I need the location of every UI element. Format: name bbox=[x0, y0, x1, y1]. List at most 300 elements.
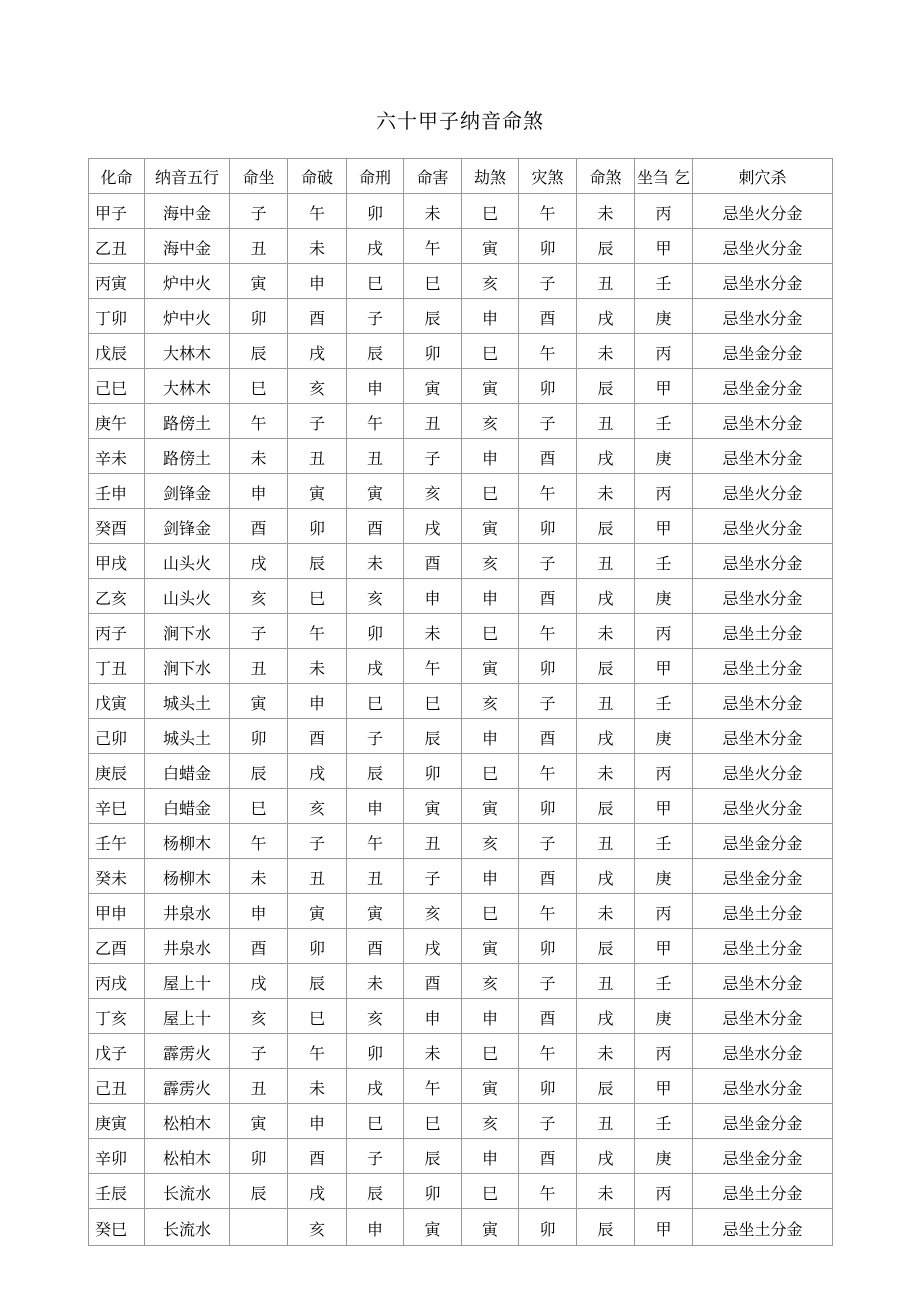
column-header: 命坐 bbox=[230, 159, 288, 194]
table-cell: 午 bbox=[347, 404, 404, 439]
table-cell: 巳 bbox=[462, 1174, 519, 1209]
table-cell: 卯 bbox=[404, 1174, 462, 1209]
table-row bbox=[89, 1034, 833, 1069]
table-cell: 己丑 bbox=[89, 1069, 145, 1104]
table-cell: 丙寅 bbox=[89, 264, 145, 299]
table-cell: 屋上十 bbox=[145, 964, 230, 999]
table-cell: 申 bbox=[347, 1209, 404, 1246]
table-cell: 寅 bbox=[404, 789, 462, 824]
column-header: 命害 bbox=[404, 159, 462, 194]
table-cell: 巳 bbox=[288, 579, 347, 614]
table-cell: 酉 bbox=[519, 579, 577, 614]
table-cell: 涧下水 bbox=[145, 614, 230, 649]
table-cell: 丙 bbox=[635, 614, 693, 649]
table-cell: 戌 bbox=[577, 859, 635, 894]
table-cell: 乙丑 bbox=[89, 229, 145, 264]
table-cell: 忌坐火分金 bbox=[693, 194, 833, 229]
table-cell: 子 bbox=[519, 824, 577, 859]
table-cell: 丑 bbox=[577, 684, 635, 719]
table-cell: 大林木 bbox=[145, 334, 230, 369]
table-row bbox=[89, 194, 833, 229]
table-cell: 子 bbox=[230, 194, 288, 229]
table-cell: 巳 bbox=[347, 684, 404, 719]
table-row bbox=[89, 1139, 833, 1174]
column-header: 刺穴杀 bbox=[693, 159, 833, 194]
table-cell: 寅 bbox=[462, 509, 519, 544]
table-row bbox=[89, 299, 833, 334]
table-cell: 丑 bbox=[577, 964, 635, 999]
table-cell: 戊子 bbox=[89, 1034, 145, 1069]
column-header: 化命 bbox=[89, 159, 145, 194]
table-cell: 子 bbox=[519, 964, 577, 999]
table-cell: 剑锋金 bbox=[145, 474, 230, 509]
table-body bbox=[89, 194, 833, 1246]
table-cell: 申 bbox=[288, 1104, 347, 1139]
table-cell: 炉中火 bbox=[145, 299, 230, 334]
table-cell: 寅 bbox=[462, 1069, 519, 1104]
table-cell: 甲申 bbox=[89, 894, 145, 929]
table-cell: 忌坐水分金 bbox=[693, 264, 833, 299]
table-row bbox=[89, 229, 833, 264]
table-cell: 丑 bbox=[230, 649, 288, 684]
table-cell: 戌 bbox=[347, 649, 404, 684]
table-cell: 未 bbox=[577, 194, 635, 229]
table-row bbox=[89, 369, 833, 404]
table-cell: 寅 bbox=[230, 264, 288, 299]
table-cell: 未 bbox=[577, 474, 635, 509]
table-cell: 卯 bbox=[230, 299, 288, 334]
table-cell: 辰 bbox=[577, 929, 635, 964]
table-row bbox=[89, 754, 833, 789]
table-cell: 未 bbox=[404, 614, 462, 649]
table-cell: 己卯 bbox=[89, 719, 145, 754]
table-cell: 子 bbox=[519, 404, 577, 439]
table-cell: 寅 bbox=[404, 369, 462, 404]
table-cell: 巳 bbox=[288, 999, 347, 1034]
table-cell: 辰 bbox=[577, 1209, 635, 1246]
table-cell: 申 bbox=[462, 719, 519, 754]
table-cell: 未 bbox=[577, 1174, 635, 1209]
table-cell: 丙 bbox=[635, 1034, 693, 1069]
table-cell: 忌坐木分金 bbox=[693, 999, 833, 1034]
table-cell: 忌坐土分金 bbox=[693, 614, 833, 649]
table-cell: 城头土 bbox=[145, 684, 230, 719]
table-row bbox=[89, 579, 833, 614]
table-cell: 壬午 bbox=[89, 824, 145, 859]
table-cell: 午 bbox=[519, 894, 577, 929]
table-row bbox=[89, 719, 833, 754]
table-cell: 庚 bbox=[635, 859, 693, 894]
table-cell: 未 bbox=[577, 614, 635, 649]
table-cell: 亥 bbox=[462, 544, 519, 579]
table-cell: 申 bbox=[462, 1139, 519, 1174]
table-cell: 乙酉 bbox=[89, 929, 145, 964]
table-cell: 忌坐木分金 bbox=[693, 964, 833, 999]
table-cell: 甲 bbox=[635, 649, 693, 684]
table-cell: 申 bbox=[462, 579, 519, 614]
table-cell: 炉中火 bbox=[145, 264, 230, 299]
column-header: 劫煞 bbox=[462, 159, 519, 194]
table-cell: 忌坐金分金 bbox=[693, 824, 833, 859]
table-row bbox=[89, 334, 833, 369]
table-row bbox=[89, 544, 833, 579]
table-cell: 酉 bbox=[519, 439, 577, 474]
table-cell: 酉 bbox=[288, 719, 347, 754]
table-row bbox=[89, 1069, 833, 1104]
table-cell: 乙亥 bbox=[89, 579, 145, 614]
table-cell: 壬 bbox=[635, 404, 693, 439]
table-cell: 亥 bbox=[288, 369, 347, 404]
table-cell: 壬 bbox=[635, 824, 693, 859]
table-cell: 午 bbox=[230, 404, 288, 439]
table-cell: 辰 bbox=[288, 544, 347, 579]
table-cell: 忌坐火分金 bbox=[693, 789, 833, 824]
table-cell: 庚 bbox=[635, 299, 693, 334]
table-cell: 亥 bbox=[462, 824, 519, 859]
table-cell: 未 bbox=[404, 194, 462, 229]
table-cell: 辰 bbox=[347, 334, 404, 369]
table-cell: 亥 bbox=[230, 999, 288, 1034]
table-cell: 壬 bbox=[635, 964, 693, 999]
table-cell: 卯 bbox=[519, 369, 577, 404]
table-cell: 亥 bbox=[462, 264, 519, 299]
table-cell: 亥 bbox=[462, 684, 519, 719]
table-row bbox=[89, 1104, 833, 1139]
table-cell: 忌坐木分金 bbox=[693, 719, 833, 754]
table-row bbox=[89, 894, 833, 929]
table-cell: 寅 bbox=[462, 649, 519, 684]
table-cell: 寅 bbox=[404, 1209, 462, 1246]
table-cell: 辰 bbox=[577, 789, 635, 824]
table-cell: 午 bbox=[519, 1174, 577, 1209]
table-cell: 丑 bbox=[347, 859, 404, 894]
table-cell: 午 bbox=[288, 1034, 347, 1069]
table-cell: 亥 bbox=[462, 964, 519, 999]
table-cell: 酉 bbox=[288, 299, 347, 334]
table-cell: 辰 bbox=[577, 649, 635, 684]
table-cell: 忌坐火分金 bbox=[693, 474, 833, 509]
table-cell: 申 bbox=[347, 789, 404, 824]
table-cell: 酉 bbox=[519, 999, 577, 1034]
table-cell: 辰 bbox=[577, 1069, 635, 1104]
table-cell: 寅 bbox=[347, 474, 404, 509]
table-cell: 未 bbox=[230, 859, 288, 894]
table-cell: 申 bbox=[230, 474, 288, 509]
table-cell: 子 bbox=[347, 719, 404, 754]
table-cell: 子 bbox=[519, 544, 577, 579]
table-cell: 申 bbox=[404, 579, 462, 614]
table-cell: 白蜡金 bbox=[145, 754, 230, 789]
table-cell: 寅 bbox=[230, 684, 288, 719]
table-cell: 辰 bbox=[347, 1174, 404, 1209]
table-cell: 子 bbox=[519, 684, 577, 719]
table-cell: 辛巳 bbox=[89, 789, 145, 824]
table-cell: 戌 bbox=[577, 579, 635, 614]
table-cell: 路傍土 bbox=[145, 439, 230, 474]
table-cell: 午 bbox=[519, 1034, 577, 1069]
table-cell: 庚寅 bbox=[89, 1104, 145, 1139]
table-row bbox=[89, 999, 833, 1034]
column-header: 命煞 bbox=[577, 159, 635, 194]
table-cell: 卯 bbox=[404, 754, 462, 789]
table-cell: 酉 bbox=[230, 929, 288, 964]
table-cell: 酉 bbox=[288, 1139, 347, 1174]
table-cell: 戌 bbox=[288, 1174, 347, 1209]
column-header: 命破 bbox=[288, 159, 347, 194]
table-cell: 子 bbox=[230, 614, 288, 649]
table-cell: 卯 bbox=[519, 789, 577, 824]
table-cell: 午 bbox=[288, 194, 347, 229]
table-cell: 辰 bbox=[230, 334, 288, 369]
header-row bbox=[89, 159, 833, 194]
table-cell: 戌 bbox=[404, 509, 462, 544]
table-cell: 丙戌 bbox=[89, 964, 145, 999]
table-cell: 忌坐土分金 bbox=[693, 894, 833, 929]
table-cell: 戌 bbox=[577, 439, 635, 474]
table-cell: 大林木 bbox=[145, 369, 230, 404]
table-cell: 卯 bbox=[347, 1034, 404, 1069]
table-cell: 丙 bbox=[635, 894, 693, 929]
table-cell: 甲 bbox=[635, 369, 693, 404]
table-cell: 丙 bbox=[635, 334, 693, 369]
table-cell: 卯 bbox=[288, 509, 347, 544]
table-cell: 剑锋金 bbox=[145, 509, 230, 544]
table-cell: 己巳 bbox=[89, 369, 145, 404]
table-cell: 子 bbox=[519, 1104, 577, 1139]
table-cell: 丙 bbox=[635, 1174, 693, 1209]
table-cell: 巳 bbox=[347, 264, 404, 299]
table-cell: 霹雳火 bbox=[145, 1069, 230, 1104]
table-cell: 城头土 bbox=[145, 719, 230, 754]
table-cell: 酉 bbox=[404, 544, 462, 579]
column-header: 灾煞 bbox=[519, 159, 577, 194]
table-cell: 申 bbox=[404, 999, 462, 1034]
table-cell: 申 bbox=[462, 999, 519, 1034]
table-cell: 丙子 bbox=[89, 614, 145, 649]
table-cell: 卯 bbox=[230, 1139, 288, 1174]
table-cell: 申 bbox=[288, 264, 347, 299]
table-cell: 酉 bbox=[230, 509, 288, 544]
table-row bbox=[89, 474, 833, 509]
table-cell: 酉 bbox=[519, 719, 577, 754]
table-cell: 庚 bbox=[635, 1139, 693, 1174]
table-cell: 辰 bbox=[404, 719, 462, 754]
table-cell: 庚 bbox=[635, 999, 693, 1034]
table-cell: 卯 bbox=[519, 509, 577, 544]
table-cell: 辰 bbox=[577, 509, 635, 544]
table-cell: 戌 bbox=[577, 299, 635, 334]
table-cell: 忌坐水分金 bbox=[693, 544, 833, 579]
table-cell: 酉 bbox=[404, 964, 462, 999]
table-row bbox=[89, 404, 833, 439]
table-cell: 忌坐土分金 bbox=[693, 929, 833, 964]
table-cell: 忌坐金分金 bbox=[693, 334, 833, 369]
table-cell: 丑 bbox=[577, 404, 635, 439]
table-cell: 忌坐金分金 bbox=[693, 369, 833, 404]
table-cell: 午 bbox=[288, 614, 347, 649]
table-row bbox=[89, 684, 833, 719]
table-cell: 巳 bbox=[462, 334, 519, 369]
table-cell: 戌 bbox=[577, 719, 635, 754]
table-cell: 戊辰 bbox=[89, 334, 145, 369]
table-cell: 丁亥 bbox=[89, 999, 145, 1034]
table-cell: 未 bbox=[577, 1034, 635, 1069]
table-cell: 壬 bbox=[635, 684, 693, 719]
table-cell: 忌坐土分金 bbox=[693, 1174, 833, 1209]
table-row bbox=[89, 1209, 833, 1246]
table-cell: 丑 bbox=[577, 264, 635, 299]
table-cell: 卯 bbox=[519, 929, 577, 964]
table-cell: 丙 bbox=[635, 474, 693, 509]
table-cell: 忌坐火分金 bbox=[693, 754, 833, 789]
table-cell: 戌 bbox=[347, 1069, 404, 1104]
table-cell: 亥 bbox=[462, 404, 519, 439]
table-cell: 子 bbox=[288, 824, 347, 859]
table-row bbox=[89, 824, 833, 859]
table-cell: 未 bbox=[288, 1069, 347, 1104]
table-cell: 甲 bbox=[635, 1209, 693, 1246]
table-cell: 山头火 bbox=[145, 544, 230, 579]
table-cell: 巳 bbox=[230, 369, 288, 404]
table-row bbox=[89, 509, 833, 544]
table-cell: 松柏木 bbox=[145, 1104, 230, 1139]
table-cell: 戌 bbox=[288, 754, 347, 789]
table-cell: 辰 bbox=[577, 229, 635, 264]
table-cell: 丁丑 bbox=[89, 649, 145, 684]
table-cell: 午 bbox=[230, 824, 288, 859]
table-cell: 霹雳火 bbox=[145, 1034, 230, 1069]
table-cell: 子 bbox=[404, 439, 462, 474]
table-cell: 甲子 bbox=[89, 194, 145, 229]
table-cell: 忌坐金分金 bbox=[693, 859, 833, 894]
table-cell: 忌坐火分金 bbox=[693, 229, 833, 264]
table-cell: 巳 bbox=[462, 194, 519, 229]
table-cell: 巳 bbox=[404, 1104, 462, 1139]
table-cell: 子 bbox=[230, 1034, 288, 1069]
table-cell: 寅 bbox=[347, 894, 404, 929]
table-row bbox=[89, 789, 833, 824]
table-cell: 午 bbox=[347, 824, 404, 859]
table-cell: 海中金 bbox=[145, 194, 230, 229]
table-cell: 亥 bbox=[462, 1104, 519, 1139]
page-title: 六十甲子纳音命煞 bbox=[376, 109, 544, 133]
table-cell: 戊寅 bbox=[89, 684, 145, 719]
table-cell: 杨柳木 bbox=[145, 859, 230, 894]
table-cell: 忌坐水分金 bbox=[693, 1069, 833, 1104]
table-cell: 甲戌 bbox=[89, 544, 145, 579]
table-cell: 辰 bbox=[404, 1139, 462, 1174]
table-cell: 庚辰 bbox=[89, 754, 145, 789]
table-cell: 长流水 bbox=[145, 1174, 230, 1209]
table-cell: 丑 bbox=[404, 824, 462, 859]
table-cell: 忌坐土分金 bbox=[693, 1209, 833, 1246]
table-cell: 戌 bbox=[347, 229, 404, 264]
column-header: 纳音五行 bbox=[145, 159, 230, 194]
table-cell: 午 bbox=[519, 614, 577, 649]
table-cell: 辛卯 bbox=[89, 1139, 145, 1174]
table-cell: 丑 bbox=[577, 1104, 635, 1139]
table-cell: 戌 bbox=[288, 334, 347, 369]
table-cell: 庚 bbox=[635, 439, 693, 474]
table-cell: 忌坐金分金 bbox=[693, 1104, 833, 1139]
table-cell: 甲 bbox=[635, 929, 693, 964]
table-cell: 寅 bbox=[462, 929, 519, 964]
table-cell: 卯 bbox=[347, 194, 404, 229]
table-row bbox=[89, 649, 833, 684]
table-cell: 巳 bbox=[230, 789, 288, 824]
table-cell: 寅 bbox=[462, 1209, 519, 1246]
table-cell: 壬 bbox=[635, 1104, 693, 1139]
table-cell: 寅 bbox=[288, 894, 347, 929]
table-cell: 未 bbox=[288, 229, 347, 264]
table-cell: 忌坐土分金 bbox=[693, 649, 833, 684]
table-cell: 午 bbox=[519, 194, 577, 229]
table-cell: 忌坐火分金 bbox=[693, 509, 833, 544]
table-cell: 辰 bbox=[288, 964, 347, 999]
table-cell: 未 bbox=[347, 544, 404, 579]
table-cell: 申 bbox=[462, 859, 519, 894]
table-cell: 甲 bbox=[635, 229, 693, 264]
table-cell: 酉 bbox=[519, 1139, 577, 1174]
table-cell: 申 bbox=[462, 299, 519, 334]
table-cell: 辰 bbox=[404, 299, 462, 334]
table-cell: 寅 bbox=[288, 474, 347, 509]
table-cell: 亥 bbox=[404, 894, 462, 929]
table-cell: 丙 bbox=[635, 754, 693, 789]
table-cell: 庚午 bbox=[89, 404, 145, 439]
table-cell: 丑 bbox=[288, 439, 347, 474]
table-cell: 酉 bbox=[519, 299, 577, 334]
table-row bbox=[89, 264, 833, 299]
table-cell: 杨柳木 bbox=[145, 824, 230, 859]
table-cell: 井泉水 bbox=[145, 894, 230, 929]
table-cell: 亥 bbox=[288, 789, 347, 824]
table-cell: 丁卯 bbox=[89, 299, 145, 334]
table-cell: 癸酉 bbox=[89, 509, 145, 544]
table-cell: 屋上十 bbox=[145, 999, 230, 1034]
table-cell: 丑 bbox=[230, 229, 288, 264]
table-cell: 辰 bbox=[230, 1174, 288, 1209]
table-cell: 巳 bbox=[462, 754, 519, 789]
table-cell: 忌坐水分金 bbox=[693, 1034, 833, 1069]
table-cell: 丑 bbox=[230, 1069, 288, 1104]
table-cell: 未 bbox=[577, 894, 635, 929]
column-header: 坐刍 乞 bbox=[635, 159, 693, 194]
table-row bbox=[89, 614, 833, 649]
table-cell: 壬辰 bbox=[89, 1174, 145, 1209]
table-cell: 海中金 bbox=[145, 229, 230, 264]
table-cell: 忌坐木分金 bbox=[693, 439, 833, 474]
table-cell: 戌 bbox=[404, 929, 462, 964]
table-cell: 寅 bbox=[230, 1104, 288, 1139]
table-cell: 未 bbox=[577, 754, 635, 789]
table-cell: 庚 bbox=[635, 719, 693, 754]
table-cell: 卯 bbox=[519, 1209, 577, 1246]
table-cell: 午 bbox=[404, 229, 462, 264]
table-cell bbox=[230, 1209, 288, 1246]
table-cell: 丙 bbox=[635, 194, 693, 229]
table-cell: 巳 bbox=[404, 684, 462, 719]
table-cell: 井泉水 bbox=[145, 929, 230, 964]
table-cell: 路傍土 bbox=[145, 404, 230, 439]
table-cell: 未 bbox=[577, 334, 635, 369]
table-cell: 甲 bbox=[635, 789, 693, 824]
table-cell: 午 bbox=[519, 334, 577, 369]
table-cell: 卯 bbox=[519, 649, 577, 684]
table-cell: 壬 bbox=[635, 544, 693, 579]
table-row bbox=[89, 964, 833, 999]
table-cell: 戌 bbox=[577, 999, 635, 1034]
